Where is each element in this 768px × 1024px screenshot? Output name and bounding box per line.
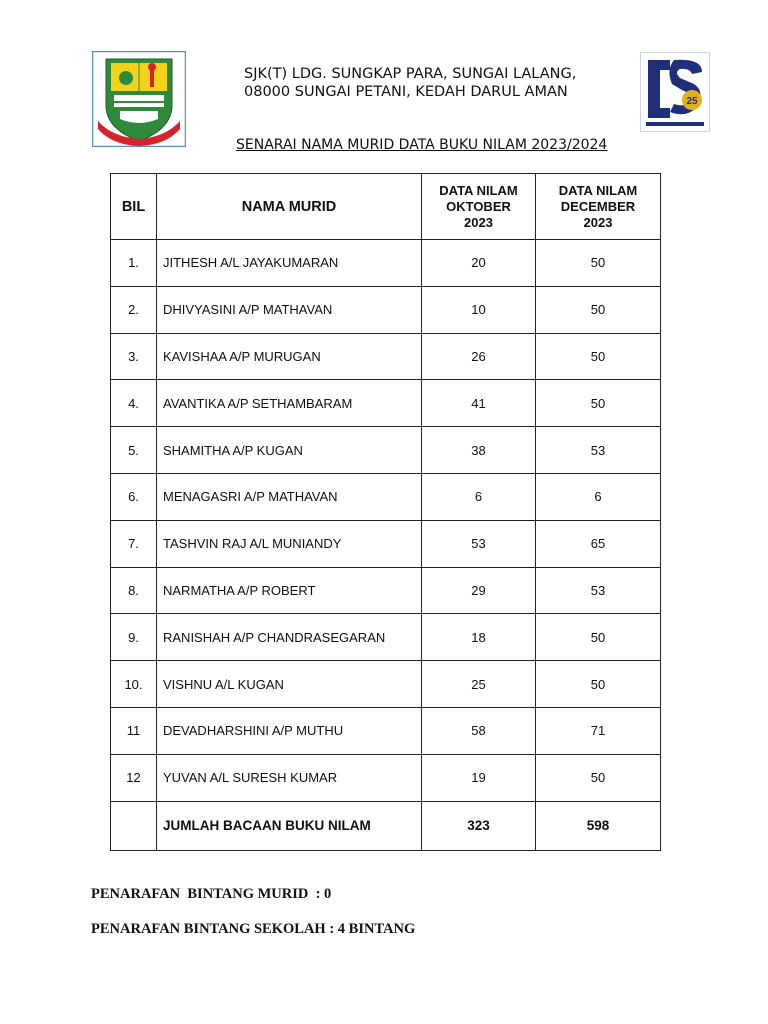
row-bil: 9.: [111, 614, 157, 661]
row-oktober-value: 41: [422, 380, 536, 427]
row-oktober-value: 6: [422, 473, 536, 520]
table-row: [111, 707, 661, 754]
header-bil: BIL: [111, 174, 157, 240]
row-oktober-value: 53: [422, 520, 536, 567]
row-oktober-value: 29: [422, 567, 536, 614]
row-oktober-value: 26: [422, 333, 536, 380]
row-oktober-value: 20: [422, 240, 536, 287]
total-december-value: 598: [536, 801, 661, 850]
row-december-value: 71: [536, 707, 661, 754]
table-row: [111, 520, 661, 567]
row-bil: 3.: [111, 333, 157, 380]
row-december-value: 50: [536, 661, 661, 708]
row-oktober-value: 25: [422, 661, 536, 708]
row-december-value: 53: [536, 427, 661, 474]
table-row: [111, 240, 661, 287]
row-bil: 5.: [111, 427, 157, 474]
student-reading-table: [110, 173, 661, 851]
school-crest-logo: [92, 51, 186, 147]
row-student-name: VISHNU A/L KUGAN: [157, 661, 422, 708]
row-student-name: DHIVYASINI A/P MATHAVAN: [157, 286, 422, 333]
table-total-row: [111, 801, 661, 850]
total-oktober-value: 323: [422, 801, 536, 850]
table-row: [111, 333, 661, 380]
row-bil: 10.: [111, 661, 157, 708]
header-data-oktober: DATA NILAM OKTOBER 2023: [422, 174, 536, 240]
row-oktober-value: 38: [422, 427, 536, 474]
row-december-value: 50: [536, 240, 661, 287]
row-student-name: RANISHAH A/P CHANDRASEGARAN: [157, 614, 422, 661]
table-row: [111, 473, 661, 520]
school-address-line: 08000 SUNGAI PETANI, KEDAH DARUL AMAN: [244, 84, 568, 100]
row-december-value: 50: [536, 333, 661, 380]
total-bil-cell: [111, 801, 157, 850]
row-oktober-value: 10: [422, 286, 536, 333]
school-star-rating: PENARAFAN BINTANG SEKOLAH : 4 BINTANG: [91, 921, 416, 937]
row-student-name: NARMATHA A/P ROBERT: [157, 567, 422, 614]
row-bil: 6.: [111, 473, 157, 520]
row-student-name: JITHESH A/L JAYAKUMARAN: [157, 240, 422, 287]
row-student-name: YUVAN A/L SURESH KUMAR: [157, 754, 422, 801]
document-title: SENARAI NAMA MURID DATA BUKU NILAM 2023/2024: [236, 137, 608, 153]
row-december-value: 50: [536, 614, 661, 661]
row-oktober-value: 19: [422, 754, 536, 801]
table-row: [111, 380, 661, 427]
row-student-name: KAVISHAA A/P MURUGAN: [157, 333, 422, 380]
row-student-name: AVANTIKA A/P SETHAMBARAM: [157, 380, 422, 427]
student-star-rating: PENARAFAN BINTANG MURID : 0: [91, 886, 332, 902]
row-bil: 12: [111, 754, 157, 801]
school-name-line: SJK(T) LDG. SUNGKAP PARA, SUNGAI LALANG,: [244, 66, 577, 82]
row-bil: 8.: [111, 567, 157, 614]
table-row: [111, 614, 661, 661]
table-row: [111, 754, 661, 801]
row-december-value: 50: [536, 286, 661, 333]
row-bil: 11: [111, 707, 157, 754]
table-row: [111, 567, 661, 614]
row-student-name: DEVADHARSHINI A/P MUTHU: [157, 707, 422, 754]
row-december-value: 50: [536, 380, 661, 427]
row-december-value: 65: [536, 520, 661, 567]
table-row: [111, 661, 661, 708]
total-label: JUMLAH BACAAN BUKU NILAM: [157, 801, 422, 850]
row-oktober-value: 18: [422, 614, 536, 661]
header-data-december: DATA NILAM DECEMBER 2023: [536, 174, 661, 240]
row-oktober-value: 58: [422, 707, 536, 754]
row-december-value: 50: [536, 754, 661, 801]
row-student-name: SHAMITHA A/P KUGAN: [157, 427, 422, 474]
row-december-value: 53: [536, 567, 661, 614]
school-address-header: [244, 65, 624, 101]
row-bil: 7.: [111, 520, 157, 567]
row-december-value: 6: [536, 473, 661, 520]
table-header-row: [111, 174, 661, 240]
logo-badge-number: 25: [686, 96, 698, 107]
row-bil: 4.: [111, 380, 157, 427]
anniversary-25-logo: [640, 52, 710, 132]
row-bil: 1.: [111, 240, 157, 287]
table-row: [111, 286, 661, 333]
row-student-name: MENAGASRI A/P MATHAVAN: [157, 473, 422, 520]
header-nama-murid: NAMA MURID: [157, 174, 422, 240]
row-bil: 2.: [111, 286, 157, 333]
table-row: [111, 427, 661, 474]
row-student-name: TASHVIN RAJ A/L MUNIANDY: [157, 520, 422, 567]
